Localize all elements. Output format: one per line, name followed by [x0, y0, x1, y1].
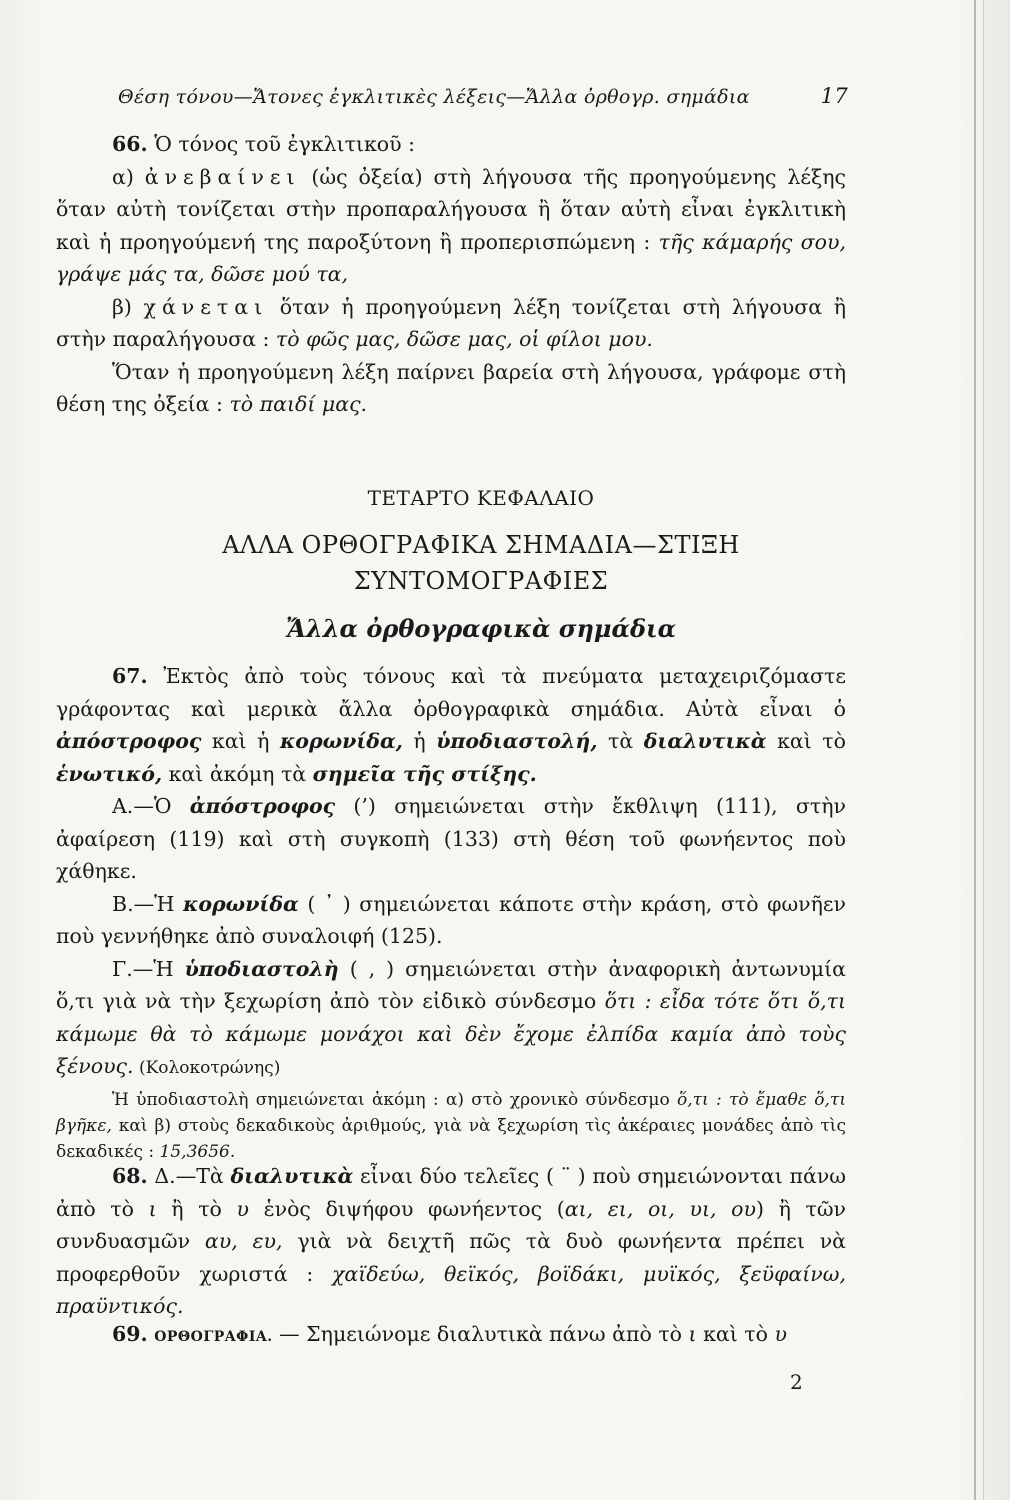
text: α) — [112, 164, 145, 189]
text: ἢ τὸ — [156, 1196, 237, 1221]
text: καὶ τὸ — [766, 729, 846, 753]
para-68 — [56, 1160, 846, 1323]
text: γιὰ νὰ δειχτῆ πῶς τὰ δυὸ φωνήεντα πρέπει νὰ προφερθοῦν χωριστά : — [56, 1229, 847, 1286]
text: Α.—Ὁ — [112, 794, 190, 818]
key-term: κορωνίδα, — [279, 729, 403, 753]
example: χαϊδεύω, θεϊκός, βοϊδάκι, μυϊκός, ξεϋφαίνω, πραϋντικός. — [56, 1261, 846, 1318]
section-69 — [56, 1318, 846, 1354]
para-67-note — [56, 1087, 846, 1165]
key-term: διαλυτικὰ — [230, 1164, 354, 1188]
key-term: κορωνίδα — [183, 891, 299, 916]
page-number: 17 — [820, 84, 848, 108]
example: υ — [774, 1322, 787, 1346]
example: τῆς κάμαρής σου, γράψε μάς τα, δῶσε μού τα, — [56, 229, 846, 286]
section-66 — [56, 128, 846, 421]
example: ὅ,τι : τὸ ἔμαθε ὅ,τι βγῆκε, — [56, 1089, 846, 1136]
text: τὰ — [597, 729, 644, 753]
section-label: ΟΡΘΟΓΡΑΦΙΑ. — [154, 1329, 273, 1345]
text: Ὁ τόνος τοῦ ἐγκλιτικοῦ : — [147, 132, 415, 156]
example: υ — [236, 1196, 249, 1221]
para-67-G — [56, 953, 846, 1083]
text: — Σημειώνομε διαλυτικὰ πάνω ἀπὸ τὸ — [272, 1322, 689, 1346]
citation: (Κολοκοτρώνης) — [133, 1058, 281, 1078]
para-66-intro — [56, 128, 846, 161]
chapter-title-line: ΣΥΝΤΟΜΟΓΡΑΦΙΕΣ — [353, 567, 609, 595]
para-66-c — [56, 356, 846, 421]
key-term: ἑνωτικό, — [56, 761, 163, 786]
para-number: 67. — [112, 664, 148, 688]
text: ἑνὸς διψήφου φωνήεντος ( — [248, 1196, 565, 1221]
para-67-A — [56, 790, 846, 888]
section-68 — [56, 1160, 846, 1323]
text: ὅταν ἡ προηγούμενη λέξη τονίζεται στὴ λήγουσα ἢ στὴν παραλήγουσα : — [56, 294, 847, 351]
example: τὸ φῶς μας, δῶσε μας, οἱ φίλοι μου. — [275, 327, 653, 351]
example: αι, ει, οι, υι, ου — [564, 1196, 756, 1221]
para-number: 68. — [112, 1164, 148, 1188]
text: καὶ ἀκόμη τὰ — [162, 761, 313, 786]
text: Β.—Ἡ — [112, 891, 183, 916]
chapter-title-line: ΑΛΛΑ ΟΡΘΟΓΡΑΦΙΚΑ ΣΗΜΑΔΙΑ—ΣΤΙΞΗ — [222, 531, 740, 559]
key-term: σημεῖα τῆς στίξης. — [312, 761, 537, 786]
key-term: ὑποδιαστολή, — [436, 729, 598, 753]
para-67-B — [56, 888, 846, 953]
example: 15,3656. — [159, 1141, 236, 1162]
text: Ἡ ὑποδιαστολὴ σημειώνεται ἀκόμη : α) στὸ χρονικὸ σύνδεσμο — [112, 1089, 677, 1110]
text: Γ.—Ἡ — [112, 956, 185, 981]
text: (’) σημειώνεται στὴν ἔκθλιψη (111), στὴν ἀφαίρεση (119) καὶ στὴ συγκοπὴ (133) στὴ θέση τοῦ φωνήεντος ποὺ χάθηκε. — [56, 794, 846, 883]
spaced-term: χάνεται — [143, 294, 269, 319]
example: τὸ παιδί μας. — [229, 392, 368, 416]
text: καὶ β) στοὺς δεκαδικοὺς ἀριθμούς, γιὰ νὰ ξεχωρίση τὶς ἀκέραιες μονάδες ἀπὸ τὶς δεκαδικές : — [56, 1115, 846, 1162]
page-edge-line — [974, 0, 976, 1500]
text: β) — [112, 294, 144, 319]
header-title: Θέση τόνου—Ἄτονες ἐγκλιτικὲς λέξεις—Ἄλλα ὀρθογρ. σημάδια — [118, 86, 750, 108]
chapter-title — [56, 527, 906, 599]
text: ( , ) σημειώνεται στὴν ἀναφορικὴ ἀντωνυμία ὅ,τι γιὰ νὰ τὴν ξεχωρίση ἀπὸ τὸν εἰδικὸ σύνδεσμο — [56, 956, 846, 1013]
spaced-term: ἀνεβαίνει — [144, 164, 301, 189]
text: ( ᾿ ) σημειώνεται κάποτε στὴν κράση, στὸ φωνῆεν ποὺ γεννήθηκε ἀπὸ συναλοιφή (125). — [56, 891, 847, 948]
chapter-label: ΤΕΤΑΡΤΟ ΚΕΦΑΛΑΙΟ — [367, 486, 595, 510]
section-heading: Ἄλλα ὀρθογραφικὰ σημάδια — [285, 614, 677, 643]
key-term: ἀπόστροφος — [56, 729, 202, 753]
text: καὶ ἡ — [201, 729, 280, 753]
page-edge-line-outer — [983, 0, 984, 1500]
key-term: ἀπόστροφος — [189, 794, 336, 818]
para-number: 69. — [112, 1322, 148, 1346]
running-header — [118, 86, 848, 108]
text: εἶναι δύο τελεῖες ( ¨ ) ποὺ σημειώνονται πάνω ἀπὸ τὸ — [56, 1164, 846, 1221]
example: αυ, ευ, — [204, 1229, 283, 1253]
text: ) ἢ τῶν συνδυασμῶν — [56, 1196, 846, 1253]
section-67 — [56, 660, 846, 1165]
signature-mark: 2 — [790, 1370, 803, 1394]
text: ἡ — [402, 729, 437, 753]
example: ὅτι : εἶδα τότε ὅτι ὅ,τι κάμωμε θὰ τὸ κάμωμε μονάχοι καὶ δὲν ἔχομε ἐλπίδα καμία ἀπὸ τοὺς ξένους. — [56, 989, 847, 1078]
text: Ἐκτὸς ἀπὸ τοὺς τόνους καὶ τὰ πνεύματα μεταχειριζόμαστε γράφοντας καὶ μερικὰ ἄλλα ὀρθογραφικὰ σημάδια. Αὐτὰ εἶναι ὁ — [56, 664, 846, 721]
para-number: 66. — [112, 132, 148, 156]
text: Δ.—Τὰ — [147, 1164, 231, 1188]
text: (ὡς ὀξεία) στὴ λήγουσα τῆς προηγούμενης λέξης ὅταν αὐτὴ τονίζεται στὴν προπαραλήγουσα ἢ ὅταν αὐτὴ εἶναι ἐγκλιτικὴ καὶ ἡ προηγούμενή της παροξύτονη ἢ προπερισπώμενη : — [56, 164, 846, 254]
para-69 — [56, 1318, 846, 1354]
text: καὶ τὸ — [696, 1322, 775, 1346]
para-66-b — [56, 291, 846, 356]
para-66-a — [56, 161, 846, 291]
example: ι — [148, 1196, 157, 1221]
example: ι — [688, 1322, 697, 1346]
key-term: ὑποδιαστολὴ — [184, 956, 339, 981]
key-term: διαλυτικὰ — [643, 729, 767, 753]
para-67-intro — [56, 660, 846, 790]
text: Ὅταν ἡ προηγούμενη λέξη παίρνει βαρεία στὴ λήγουσα, γράφομε στὴ θέση της ὀξεία : — [56, 359, 846, 416]
